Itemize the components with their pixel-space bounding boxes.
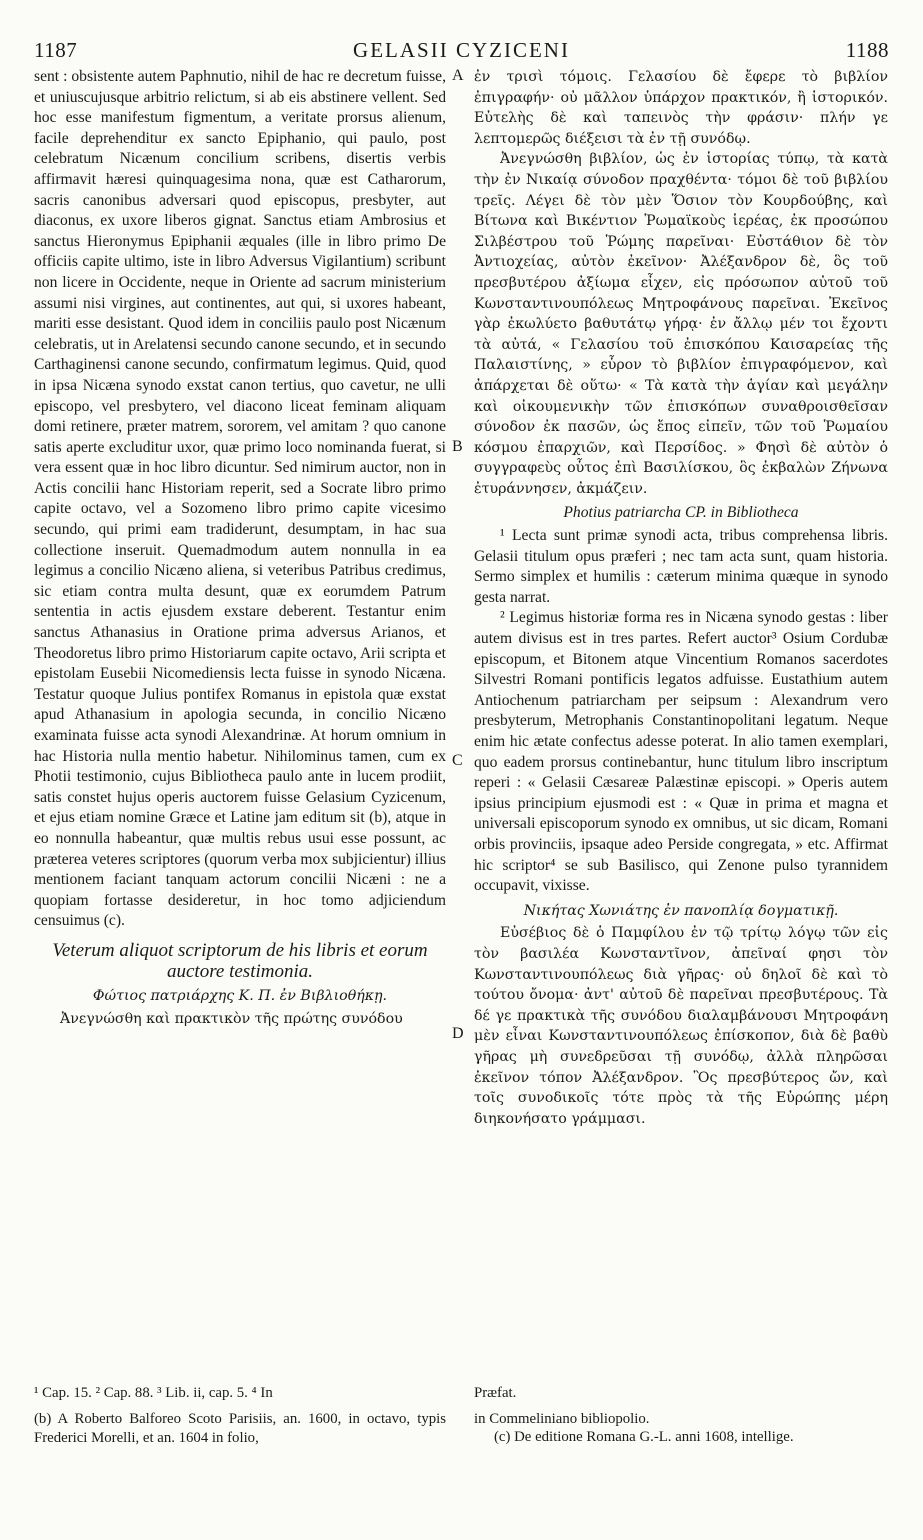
testimonia-heading: Veterum aliquot scriptorum de his libris et eorum auctore testimonia. [52,939,428,982]
footnote-b: (b) A Roberto Balforeo Scoto Parisiis, an. 1600, in octavo, typis Frederici Morelli, et an. 1604 in folio, [34,1411,446,1446]
footnote-c: (c) De editione Romana G.-L. anni 1608, intellige. [494,1429,794,1445]
running-title: GELASII CYZICENI [353,38,570,62]
left-column [34,67,446,1029]
photius-greek-start: Ἀνεγνώσθη καὶ πρακτικὸν τῆς πρώτης συνόδου [60,1010,403,1027]
latin-paragraph-1: ¹ Lecta sunt primæ synodi acta, tribus comprehensa libris. Gelasii titulum opus præferi ; nec tam acta sunt, quam historia. Sermo simplex et humilis : cæterum minima quæque in synodo gesta narrat. [474,527,888,606]
photius-latin-heading: Photius patriarcha CP. in Bibliotheca [563,504,799,522]
footnote-references: ¹ Cap. 15. ² Cap. 88. ³ Lib. ii, cap. 5. ⁴ In [34,1385,273,1401]
margin-letter-c: C [452,752,463,769]
page-number-left: 1187 [34,38,78,62]
photius-greek-heading: Φώτιος πατριάρχης Κ. Π. ἐν Βιβλιοθήκῃ. [92,987,388,1004]
margin-letter-d: D [452,1025,464,1042]
nicetas-heading: Νικήτας Χωνιάτης ἐν πανοπλίᾳ δογματικῇ. [523,902,839,919]
greek-paragraph-1: ἐν τρισὶ τόμοις. Γελασίου δὲ ἔφερε τὸ βιβλίον ἐπιγραφήν· οὐ μᾶλλον ὑπάρχον πρακτικόν, ἢ ἱστορικόν. Εὐτελὴς δὲ καὶ ταπεινὸς τὴν φράσιν· πλήν γε λεπτομερῶς διέξεισι τὰ ἐν τῇ συνόδῳ. [474,69,888,147]
latin-paragraph-2: ² Legimus historiæ forma res in Nicæna synodo gestas : liber autem divisus est in tres partes. Refert auctor³ Osium Cordubæ episcopum, et Bitonem atque Vincentium Romanos sacerdotes Silvestri Romani pontificis legatos adfuisse. Eustathium autem Antiochenum patriarcham per seipsum : Alexandrum vero presbyterum, Metrophanis Constantinopolitani legatum. Neque enim hic ætate confectus adesse poterat. In alio tamen exemplari, quo eadem prorsus continebantur, hunc titulum libro inscriptum reperi : « Gelasii Cæsareæ Palæstinæ episcopi. » Operis autem ipsius principium ejusmodi est : « Quæ in prima et magna et universali episcoporum synodo ex omnibus, ut sic dicam, Romani orbis provinciis, ipsaque adeo Perside congregata, » etc. Affirmat hic scriptor⁴ se sub Basilisco, qui Zenone pulso tyrannidem occupavit, vixisse. [474,609,888,895]
footnote-references-continued: Præfat. [474,1385,517,1401]
greek-paragraph-2: Ἀνεγνώσθη βιβλίον, ὡς ἐν ἱστορίας τύπῳ, τὰ κατὰ τὴν ἐν Νικαίᾳ σύνοδον πραχθέντα· τόμοι δὲ τοῦ βιβλίου τρεῖς. Λέγει δὲ τὸν μὲν Ὅσιον τὸν Κουρδούβης, καὶ Βίτωνα καὶ Βικέντιον Ῥωμαϊκοὺς ἱερέας, ἐκ προσώπου Σιλβέστρου τοῦ Ῥώμης παρεῖναι· Εὐστάθιον δὲ τὸν Ἀντιοχείας, αὐτὸν ἐκεῖνον· Ἀλέξανδρον δὲ, ὃς τοῦ πρεσβυτέρου ἀξίωμα εἶχεν, εἰς πρόσωπον αὐτοῦ τοῦ Κωνσταντινουπόλεως Μητροφάνους παρεῖναι. Ἐκεῖνος γὰρ ἐκωλύετο βαθυτάτῳ γήρᾳ· ἐν ἄλλῳ μέν τοι ἔχοντι τὰ αὐτά, « Γελασίου τοῦ ἐπισκόπου Καισαρείας τῆς Παλαιστίνης, » εὗρον τὸ βιβλίον ἐπιγραφόμενον, καὶ ἀπάρχεται δὲ οὕτω· « Τὰ κατὰ τὴν ἁγίαν καὶ μεγάλην καὶ οἰκουμενικὴν τῶν ἐπισκόπων συναθροισθεῖσαν σύνοδον ἐκ πασῶν, ὡς ἔπος εἰπεῖν, τῶν τοῦ Ῥωμαίου κόσμου ἐπαρχιῶν, καὶ Περσίδος. » Φησὶ δὲ αὐτὸν ὁ συγγραφεὺς οὗτος ἐπὶ Βασιλίσκου, ὃς ἐκβαλὼν Ζήνωνα ἐτυράννησεν, ἀκμάζειν. [474,151,888,497]
greek-paragraph-3: Εὐσέβιος δὲ ὁ Παμφίλου ἐν τῷ τρίτῳ λόγῳ τῶν εἰς τὸν βασιλέα Κωνσταντῖνον, ἀπεῖναί φησι τὸν Κωνσταντινουπόλεως διὰ γῆρας· οὐ δηλοῖ δὲ καὶ τὸ τούτου ὄνομα· ἀντ' αὐτοῦ δὲ παρεῖναι πρεσβυτέρους. Τὰ δέ γε πρακτικὰ τῆς συνόδου διαλαμβάνουσι Μητροφάνη μὲν εἶναι Κωνσταντινουπόλεως ἐπίσκοπον, διὰ δὲ βαθὺ γῆρας μὴ συνεδρεῦσαι τῇ συνόδῳ, ἀλλὰ πληρῶσαι ἐκεῖνον τόπον Ἀλέξανδρον. Ὃς πρεσβύτερος ὤν, καὶ τοῖς συνοδικοῖς τότε πρὸς τὰ τῆς Εὐρώπης μέρη διηκονήσατο γράμμασι. [474,925,888,1127]
margin-letter-b: B [452,438,463,455]
page-number-right: 1188 [845,38,889,62]
margin-letter-a: A [452,67,464,84]
latin-introduction: sent : obsistente autem Paphnutio, nihil de hac re decretum fuisse, et uniuscujusque arbitrio relictum, si ab eis abstinere vellent. Sed hoc esse manifestum figmentum, a veritate prorsus alienum, facile deprehenditur ex sancto Epiphanio, qui paulo, post celebratum Nicænum concilium scribens, disertis verbis affirmavit hæresi quinquagesima nona, quæ est Catharorum, sacris canonibus adversari quod episcopus, presbyter, aut diaconus, ex uxore liberos gignat. Sanctus etiam Ambrosius et sanctus Hieronymus Epiphanii æquales (ille in libro primo De officiis capite ultimo, iste in libro Adversus Vigilantium) scribunt non licere in Occidente, neque in Oriente ad sacrum ministerium assumi nisi virgines, aut continentes, aut qui, si uxores habeant, mariti esse desistant. Quod idem in conciliis paulo post Nicænum celebratis, ut in Arelatensi secundo canone secundo, et in secundo Carthaginensi canone secundo, confirmatum legimus. Quid, quod in ipsa Nicæna synodo exstat canon tertius, quo cavetur, ne ulli episcopo, vel presbytero, vel diacono liceat feminam aliquam domi retinere, præter matrem, sororem, vel amitam ? quo canone satis aperte excluditur uxor, quæ primo loco nominanda fuerat, si vera essent quæ in hoc libro dicuntur. Sed nimirum auctor, non in Actis concilii hanc Historiam reperit, sed a Socrate libro primo capite octavo, vel a Sozomeno libro primo capite vicesimo secundo, qui primi eam tradiderunt, desumptam, in hac sua collectione inseruit. Quemadmodum autem nonnulla in ea legimus a concilio Nicæno aliena, si veteribus Patribus credimus, sic etiam contra multa desunt, quæ ex eorumdem Patrum sententia in actis ejusdem exstare deberent. Testantur enim sanctus Athanasius in Oratione prima adversus Arianos, et Theodoretus libro primo Historiarum capite octavo, Arii scripta et epistolam Eusebii Nicomediensis lecta fuisse in synodo Nicæna. Testatur quoque Julius pontifex Romanus in epistola quæ exstat apud Athanasium in apologia secunda, in concilio Nicæno examinata fuisse acta synodi Alexandrinæ. At horum omnium in hac Historia nulla mentio habetur. Nihilominus tamen, cum ex Photii testimonio, cujus Bibliotheca paulo ante in lucem prodiit, satis constet hujus operis auctorem fuisse Gelasium Cyzicenum, et ejus etiam nomine Græce et Latine jam editum sit (b), atque in eo nonnulla habeantur, quæ multis rebus usui esse possunt, ac præterea veteres scriptores (quorum verba mox subjicientur) illius mentionem faciant tanquam actorum concilii Nicæni : ne a quopiam fortasse desideretur, in hoc tomo adjiciendum censuimus (c). [34,68,446,930]
footnote-b-continued: in Commeliniano bibliopolio. [474,1411,650,1427]
right-column [474,67,888,1129]
